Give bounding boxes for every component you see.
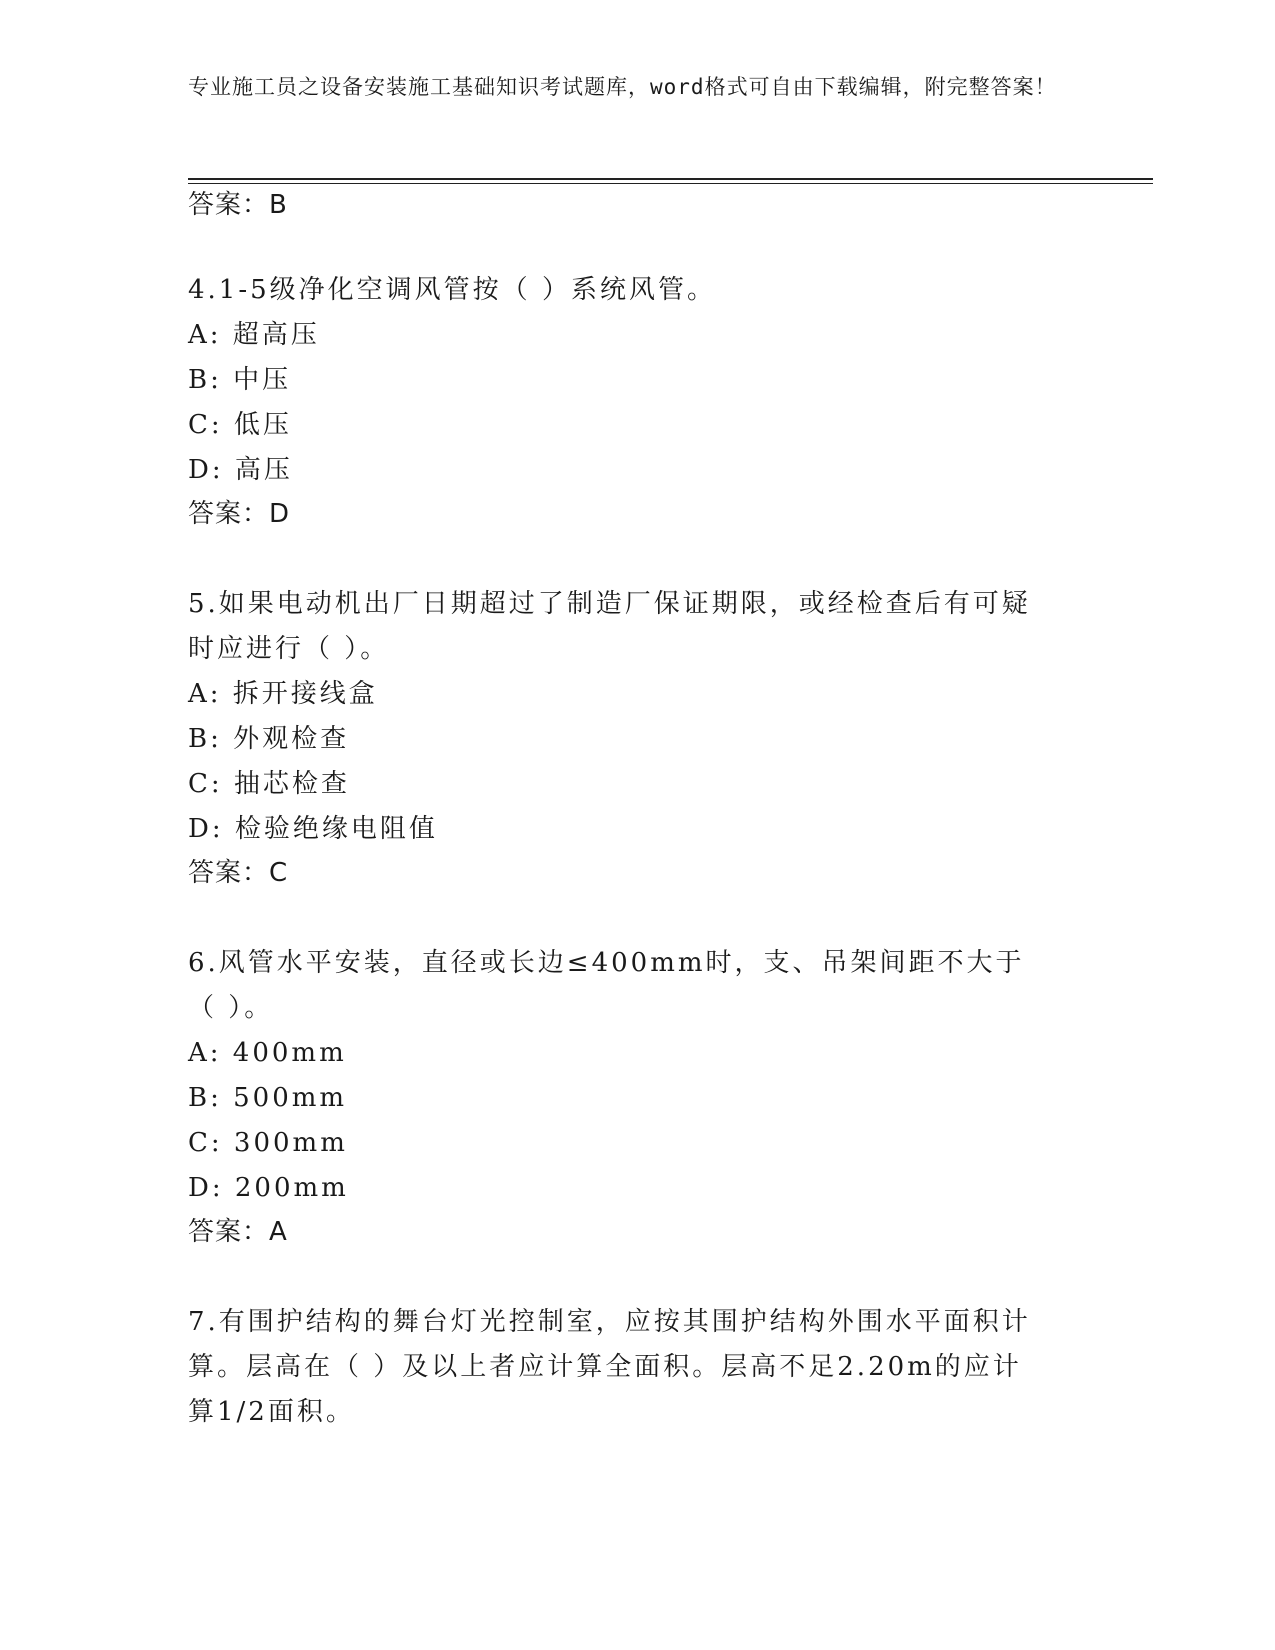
answer-line: 答案：D: [188, 499, 291, 529]
option-d: D: 高压: [188, 455, 293, 485]
answer-line: 答案：A: [188, 1217, 288, 1247]
question-text: 6.风管水平安装，直径或长边≤400mm时，支、吊架间距不大于（ ）。: [188, 948, 1025, 1023]
question-text: 4.1-5级净化空调风管按（ ）系统风管。: [188, 275, 716, 305]
document-body: [188, 190, 1068, 1435]
option-a: A: 400mm: [188, 1038, 347, 1068]
option-d: D: 检验绝缘电阻值: [188, 814, 438, 844]
question-text: 7.有围护结构的舞台灯光控制室，应按其围护结构外围水平面积计算。层高在（ ）及以上者应计算全面积。层高不足2.20m的应计算1/2面积。: [188, 1307, 1031, 1427]
question-block: [188, 1300, 1068, 1435]
option-a: A: 超高压: [188, 320, 320, 350]
question-block: [188, 582, 1068, 888]
page-header: 专业施工员之设备安装施工基础知识考试题库，word格式可自由下载编辑，附完整答案！: [188, 75, 1057, 99]
option-c: C: 300mm: [188, 1128, 348, 1158]
option-d: D: 200mm: [188, 1173, 349, 1203]
option-b: B: 中压: [188, 365, 292, 395]
option-b: B: 500mm: [188, 1083, 348, 1113]
header-divider-thick: [188, 178, 1153, 180]
question-block: [188, 268, 1068, 529]
option-b: B: 外观检查: [188, 724, 350, 754]
header-divider-thin: [188, 183, 1153, 184]
question-block: [188, 941, 1068, 1247]
question-text: 5.如果电动机出厂日期超过了制造厂保证期限，或经检查后有可疑时应进行（ ）。: [188, 589, 1031, 664]
option-c: C: 低压: [188, 410, 292, 440]
option-a: A: 拆开接线盒: [188, 679, 378, 709]
answer-line: 答案：B: [188, 190, 288, 220]
answer-line: 答案：C: [188, 858, 289, 888]
option-c: C: 抽芯检查: [188, 769, 350, 799]
